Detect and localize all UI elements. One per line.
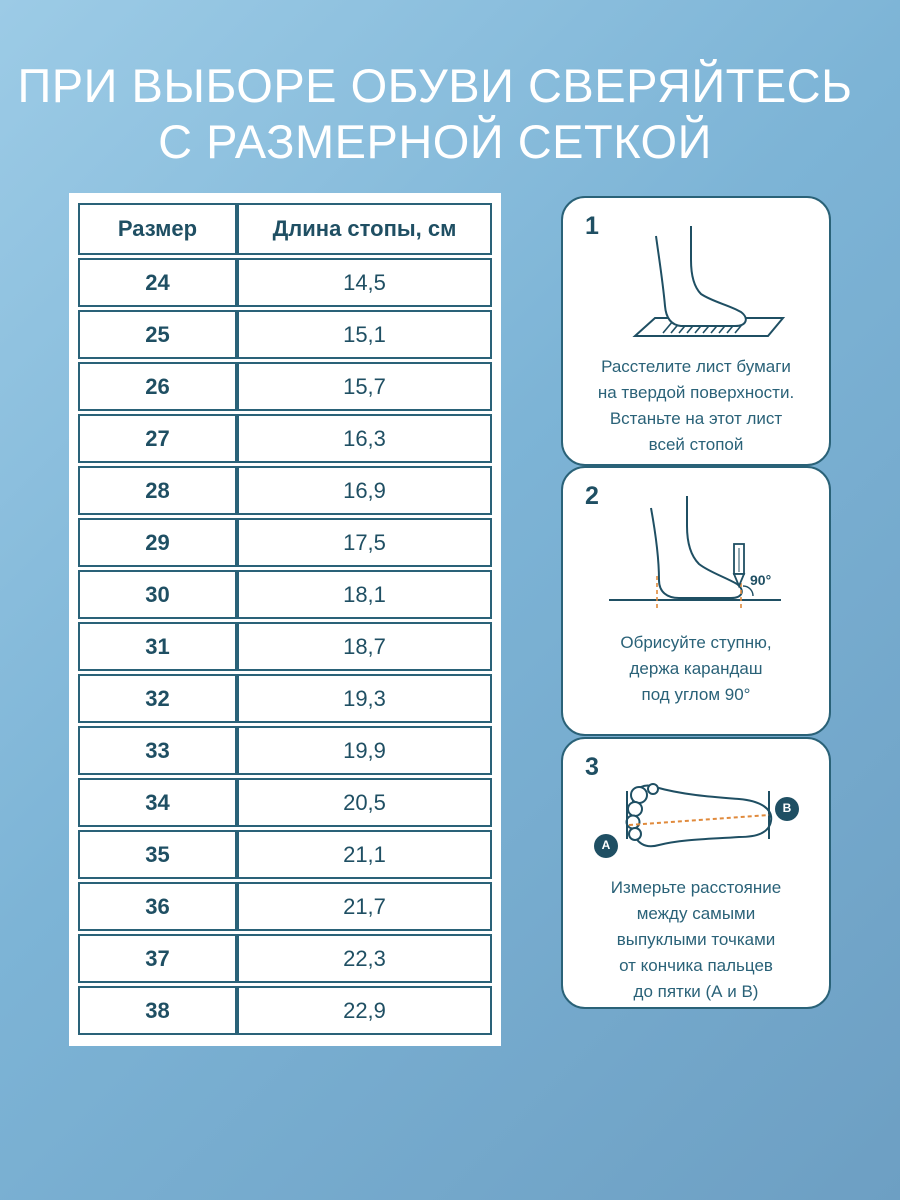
size-cell: 27 bbox=[78, 414, 237, 463]
header-foot-length: Длина стопы, см bbox=[237, 203, 492, 255]
headline-line-1: ПРИ ВЫБОРЕ ОБУВИ СВЕРЯЙТЕСЬ bbox=[17, 59, 853, 112]
step-text-line: держа карандаш bbox=[629, 659, 763, 678]
step-text-line: под углом 90° bbox=[641, 685, 751, 704]
step-number: 1 bbox=[585, 212, 599, 240]
size-cell: 32 bbox=[78, 674, 237, 723]
foot-length-cell: 20,5 bbox=[237, 778, 492, 827]
step-text-line: на твердой поверхности. bbox=[597, 383, 795, 402]
step-text-line: всей стопой bbox=[648, 435, 744, 454]
foot-length-cell: 21,1 bbox=[237, 830, 492, 879]
foot-length-cell: 18,7 bbox=[237, 622, 492, 671]
point-b-label: B bbox=[782, 801, 792, 815]
foot-on-paper-icon bbox=[563, 198, 833, 348]
size-cell: 28 bbox=[78, 466, 237, 515]
size-cell: 25 bbox=[78, 310, 237, 359]
foot-length-cell: 19,9 bbox=[237, 726, 492, 775]
size-table bbox=[69, 193, 501, 1046]
size-cell: 35 bbox=[78, 830, 237, 879]
foot-length-cell: 22,3 bbox=[237, 934, 492, 983]
foot-length-cell: 16,3 bbox=[237, 414, 492, 463]
size-cell: 30 bbox=[78, 570, 237, 619]
size-cell: 29 bbox=[78, 518, 237, 567]
step-text-line: Встаньте на этот лист bbox=[609, 409, 783, 428]
size-cell: 24 bbox=[78, 258, 237, 307]
step-text-line: между самыми bbox=[636, 904, 756, 923]
step-text bbox=[563, 875, 829, 1005]
step-text bbox=[563, 354, 829, 458]
step-card-1 bbox=[561, 196, 831, 466]
header-size: Размер bbox=[78, 203, 237, 255]
size-cell: 31 bbox=[78, 622, 237, 671]
foot-length-cell: 15,1 bbox=[237, 310, 492, 359]
headline-line-2: С РАЗМЕРНОЙ СЕТКОЙ bbox=[158, 115, 712, 168]
foot-length-cell: 18,1 bbox=[237, 570, 492, 619]
step-text-line: выпуклыми точками bbox=[616, 930, 776, 949]
size-cell: 37 bbox=[78, 934, 237, 983]
step-text-line: от кончика пальцев bbox=[619, 956, 773, 975]
size-cell: 36 bbox=[78, 882, 237, 931]
foot-length-cell: 19,3 bbox=[237, 674, 492, 723]
size-cell: 33 bbox=[78, 726, 237, 775]
foot-with-pencil-icon bbox=[563, 468, 833, 618]
foot-length-cell: 16,9 bbox=[237, 466, 492, 515]
step-number: 3 bbox=[585, 753, 599, 781]
foot-length-cell: 22,9 bbox=[237, 986, 492, 1035]
foot-length-cell: 17,5 bbox=[237, 518, 492, 567]
step-text-line: Расстелите лист бумаги bbox=[601, 357, 791, 376]
size-cell: 34 bbox=[78, 778, 237, 827]
angle-label: 90° bbox=[750, 572, 772, 588]
foot-length-cell: 14,5 bbox=[237, 258, 492, 307]
step-card-3 bbox=[561, 737, 831, 1009]
foot-length-cell: 15,7 bbox=[237, 362, 492, 411]
size-cell: 26 bbox=[78, 362, 237, 411]
headline bbox=[0, 58, 870, 170]
step-number: 2 bbox=[585, 482, 599, 510]
foot-length-cell: 21,7 bbox=[237, 882, 492, 931]
step-text bbox=[563, 630, 829, 708]
point-a-label: A bbox=[601, 838, 611, 852]
step-card-2 bbox=[561, 466, 831, 736]
step-text-line: до пятки (А и В) bbox=[633, 982, 759, 1001]
size-cell: 38 bbox=[78, 986, 237, 1035]
step-text-line: Обрисуйте ступню, bbox=[620, 633, 772, 652]
step-text-line: Измерьте расстояние bbox=[610, 878, 782, 897]
